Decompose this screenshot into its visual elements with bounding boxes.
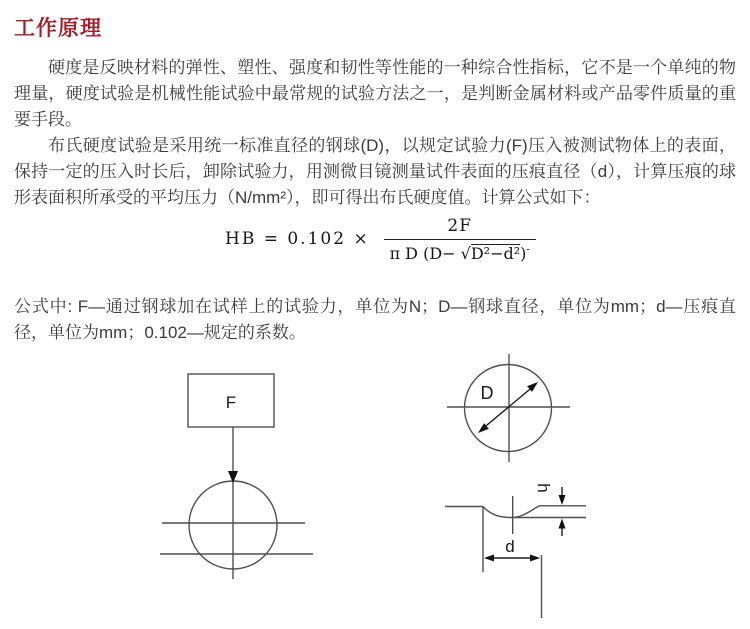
width-arrowhead-left bbox=[484, 555, 494, 562]
formula-denominator bbox=[390, 240, 530, 263]
denominator-prefix: π D (D− bbox=[389, 243, 461, 263]
indent-depth-label: h bbox=[534, 483, 553, 493]
brinell-formula bbox=[225, 203, 750, 275]
formula-numerator: 2F bbox=[447, 215, 472, 236]
indent-diameter-label: d bbox=[505, 537, 515, 556]
formula-fraction bbox=[384, 216, 536, 263]
paragraph-brinell-method: 布氏硬度试验是采用统一标准直径的钢球(D)，以规定试验力(F)压入被测试物体上的表面，保持一定的压入时长后，卸除试验力，用测微目镜测量试件表面的压痕直径（d），计算压痕的球形表面积所承受的平均压力（N/mm²），即可得出布氏硬度值。计算公式如下： bbox=[14, 136, 736, 207]
force-label: F bbox=[225, 393, 237, 412]
radicand: D²−d² bbox=[470, 243, 521, 263]
formula-lhs: HB = 0.102 × bbox=[225, 229, 370, 249]
ball-diameter-diagram bbox=[447, 354, 570, 462]
denominator-close: ) bbox=[520, 243, 527, 263]
indentation-profile-diagram bbox=[445, 487, 586, 618]
width-arrowhead-right bbox=[530, 555, 540, 562]
diagram-canvas bbox=[0, 346, 750, 623]
section-heading: 工作原理 bbox=[14, 17, 102, 40]
paragraph-formula-legend: 公式中: F—通过钢球加在试样上的试验力，单位为N；D—钢球直径，单位为mm；d—压痕直径，单位为mm；0.102—规定的系数。 bbox=[14, 297, 736, 342]
depth-arrowhead-down bbox=[559, 495, 566, 505]
force-indentation-diagram bbox=[160, 374, 313, 579]
article-page bbox=[0, 12, 750, 629]
ball-diameter-label: D bbox=[480, 383, 494, 403]
indentation-curve bbox=[483, 506, 540, 518]
denominator-superscript: - bbox=[526, 244, 530, 256]
paragraph-hardness-intro: 硬度是反映材料的弹性、塑性、强度和韧性等性能的一种综合性指标，它不是一个单纯的物理量，硬度试验是机械性能试验中最常规的试验方法之一，是判断金属材料或产品零件质量的重要手段。 bbox=[14, 58, 736, 129]
radical-sign: √ bbox=[460, 243, 471, 263]
depth-arrowhead-up bbox=[559, 519, 566, 529]
